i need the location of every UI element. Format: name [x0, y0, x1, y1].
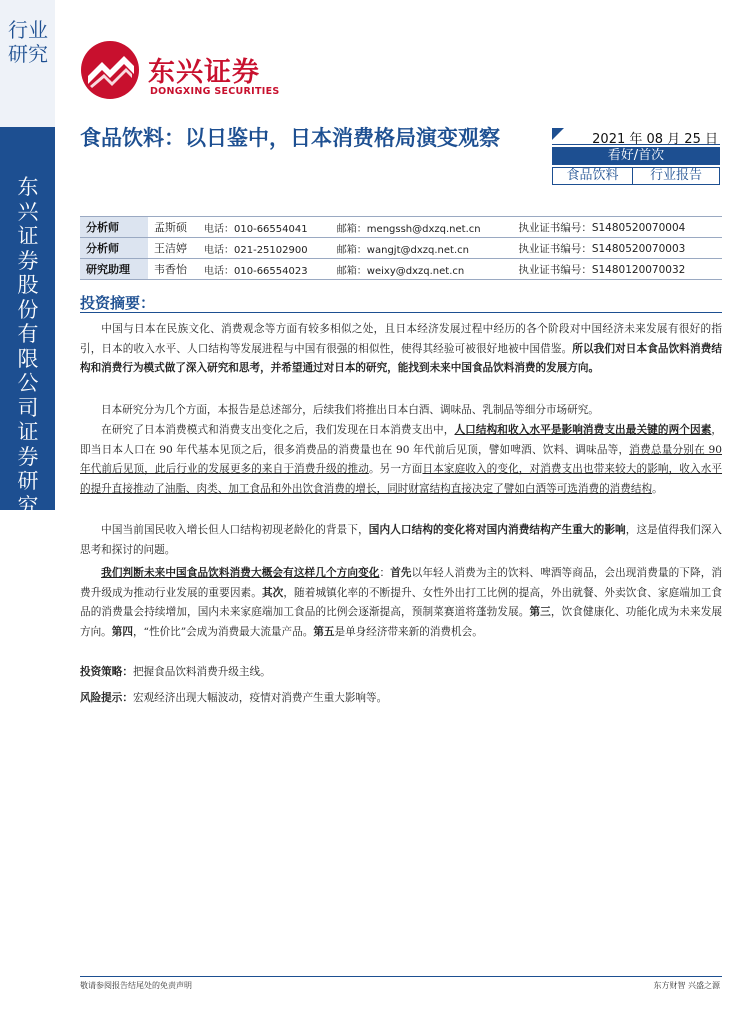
table-row [80, 238, 722, 259]
date-bar [552, 128, 720, 145]
p3-text-a: 在研究了日本消费模式和消费支出变化之后，我们发现在日本消费支出中， [101, 424, 455, 436]
sidebar-company-label: 东兴证券股份有限公司证券研究报告 [17, 175, 39, 567]
sidebar-category-label: 行业研究 [8, 18, 48, 66]
summary-paragraph-2 [80, 401, 722, 421]
p3-income-note: 日本家庭收入的变化，对消费支出也带来较大的影响，收入水平的提升直接推动了油脂、肉类、加工食品和外出饮食消费的增长，同时财富结构直接决定了譬如白酒等可选消费的消费结构 [80, 463, 723, 495]
sidebar-company-panel [0, 127, 55, 567]
p5-judgement: 我们判断未来中国食品饮料消费大概会有这样几个方向变化 [101, 567, 380, 579]
table-row [80, 217, 722, 238]
p5-fifth: 第五 [313, 625, 335, 638]
summary-paragraph-1 [80, 320, 722, 379]
report-tags [552, 167, 720, 185]
analyst-table [80, 216, 722, 280]
logo-name-en: DONGXING SECURITIES [150, 86, 280, 97]
logo-name-cn: 东兴证券 [148, 57, 260, 88]
p3-text-g: 。 [652, 482, 663, 495]
analyst-cert: 执业证书编号：S1480120070032 [512, 259, 722, 280]
p4-bold: 国内人口结构的变化将对国内消费结构产生重大的影响 [368, 524, 626, 536]
tag-report-type: 行业报告 [649, 168, 702, 183]
risk-warning [80, 690, 387, 705]
analyst-name: 孟斯硕 [148, 217, 198, 238]
analyst-role: 分析师 [80, 217, 148, 238]
summary-heading: 投资摘要： [80, 294, 156, 312]
table-row [80, 259, 722, 280]
analyst-cert: 执业证书编号：S1480520070003 [512, 238, 722, 259]
strategy-text: 把握食品饮料消费升级主线。 [132, 666, 271, 678]
p5-second-text: ，随着城镇化率的不断提升、女性外出打工比例的提高，外出就餐、外卖饮食、家庭端加工食品的消费量会持续增加，国内未来家庭端加工食品的比例会逐渐提高，预制菜赛道将蓬勃发展。 [80, 586, 723, 618]
footer-divider [80, 976, 722, 977]
summary-paragraph-4 [80, 521, 722, 560]
p1-bold: 所以我们对日本食品饮料消费结构和消费行为模式做了深入研究和思考，并希望通过对日本的研究，能找到未来中国食品饮料消费的发展方向。 [80, 342, 722, 374]
p5-third: 第三 [529, 606, 551, 618]
p3-text-c: ，即当日本人口在 90 年代基本见顶之后，很多消费品的消费量也在 90 年代前后见顶，譬如啤酒、饮料、调味品等， [80, 424, 723, 456]
p2-text: 日本研究分为几个方面，本报告是总述部分，后续我们将推出日本白酒、调味品、乳制品等细分市场研究。 [101, 404, 599, 416]
p3-text-e: 。另一方面 [368, 463, 423, 475]
analyst-phone: 电话：010-66554041 [198, 217, 331, 238]
p1-text: 中国与日本在民族文化、消费观念等方面有较多相似之处，且日本经济发展过程中经历的各个阶段对中国经济未来发展有很好的指引，日本的收入水平、人口结构等发展进程与中国有很强的相似性，使得其经验可被很好地被中国借鉴。 [80, 323, 722, 355]
p3-peak-note: 消费总量分别在 90 年代前后见顶，此后行业的发展更多的来自于消费升级的推动 [80, 443, 722, 475]
p5-first: 首先 [390, 567, 412, 579]
summary-divider [80, 312, 722, 313]
report-title: 食品饮料：以日鉴中，日本消费格局演变观察 [80, 126, 500, 150]
p5-first-text: 以年轻人消费为主的饮料、啤酒等商品，会出现消费量的下降，消费升级成为推动行业发展的重要因素。 [80, 567, 723, 599]
analyst-email[interactable]: 邮箱：mengssh@dxzq.net.cn [331, 217, 513, 238]
p3-key-factors: 人口结构和收入水平是影响消费支出最关键的两个因素 [454, 424, 712, 436]
analyst-name: 韦香怡 [148, 259, 198, 280]
analyst-cert: 执业证书编号：S1480520070004 [512, 217, 722, 238]
summary-paragraph-3 [80, 421, 722, 499]
analyst-email[interactable]: 邮箱：weixy@dxzq.net.cn [331, 259, 513, 280]
investment-strategy [80, 664, 271, 679]
summary-paragraph-5 [80, 564, 722, 642]
p5-fifth-text: 是单身经济带来新的消费机会。 [334, 625, 483, 638]
p5-second: 其次 [261, 586, 284, 599]
risk-text: 宏观经济出现大幅波动，疫情对消费产生重大影响等。 [132, 692, 388, 704]
sidebar-category-panel [0, 0, 55, 127]
p5-colon: ： [379, 567, 391, 579]
analyst-phone: 电话：010-66554023 [198, 259, 331, 280]
analyst-name: 王洁婷 [148, 238, 198, 259]
corner-triangle-icon [552, 128, 564, 140]
p5-third-text: ，饮食健康化、功能化成为未来发展方向。 [80, 606, 723, 638]
footer-slogan: 东方财智 兴盛之源 [653, 981, 720, 990]
tag-sector: 食品饮料 [566, 168, 619, 183]
analyst-role: 分析师 [80, 238, 148, 259]
p5-fourth-text: ，“性价比”会成为消费最大流量产品。 [132, 625, 314, 638]
p5-fourth: 第四 [111, 625, 133, 638]
strategy-label: 投资策略： [80, 666, 133, 678]
analyst-phone: 电话：021-25102900 [198, 238, 331, 259]
report-date: 2021 年 08 月 25 日 [592, 132, 718, 147]
report-meta-box [552, 128, 720, 186]
analyst-email[interactable]: 邮箱：wangjt@dxzq.net.cn [331, 238, 513, 259]
risk-label: 风险提示： [80, 692, 133, 704]
rating-badge: 看好/首次 [552, 147, 720, 165]
p4-text-c: ，这是值得我们深入思考和探讨的问题。 [80, 524, 723, 556]
analyst-role: 研究助理 [80, 259, 148, 280]
p4-text-a: 中国当前国民收入增长但人口结构初现老龄化的背景下， [101, 524, 369, 536]
footer-disclaimer: 敬请参阅报告结尾处的免责声明 [80, 981, 192, 990]
